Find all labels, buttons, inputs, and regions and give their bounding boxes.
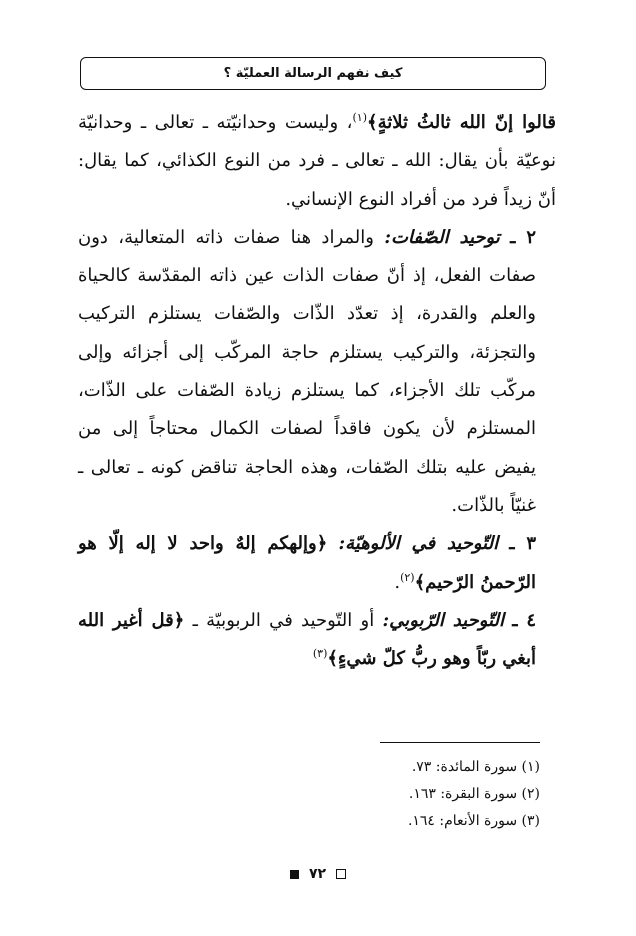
paragraph-3 [78,525,556,602]
running-header [80,57,546,90]
paragraph-1 [78,104,556,219]
paragraph-2 [78,219,556,525]
footnote-item: (١) سورة المائدة: ٧٣. [411,759,540,775]
quran-quote: قالوا إنّ الله ثالثُ ثلاثةٍ﴾ [367,112,556,133]
footnote-item: (٣) سورة الأنعام: ١٦٤. [407,813,540,829]
paragraph-4 [78,602,556,679]
footnote-ref: (٢) [400,570,415,584]
paragraph-text: والمراد هنا صفات ذاته المتعالية، دون صفات الفعل، إذ أنّ صفات الذات عين ذاته المقدّسة كالحياة والعلم والقدرة، إذ تعدّد الذّات والصّفات يستلزم التركيب والتجزئة، والتركيب يستلزم حاجة المركّب إلى أجزائه وإلى مركّب تلك الأجزاء، كما يستلزم زيادة الصّفات على الذّات، المستلزم لأن يكون فاقداً لصفات الكمال محتاجاً إلى من يفيض عليه بتلك الصّفات، وهذه الحاجة تناقض كونه ـ تعالى ـ غنيّاً بالذّات. [78,226,536,516]
quran-quote: ﴿وإلهكم إلهٌ واحد لا إله إلّا هو الرّحمنُ الرّحيم﴾ [78,533,536,593]
paragraph-end: . [394,571,401,593]
section-term: التّوحيد الرّبوبي: [382,609,504,631]
paragraph-text: أو التّوحيد في الربوبيّة ـ [192,609,375,631]
item-number: ٣ ـ [509,533,536,555]
footnotes [360,754,540,835]
page-number: ٧٢ [308,866,327,882]
footnote-divider [380,742,540,743]
quran-quote: ﴿قل أغير الله أبغي ربّاً وهو ربُّ كلّ شيءٍ﴾ [78,609,536,670]
item-number: ٢ ـ [510,226,537,248]
paragraph-text: ، وليست وحدانيّته ـ تعالى ـ وحدانيّة نوعيّة بأن يقال: الله ـ تعالى ـ فرد من النوع الكذائي، كما يقال: أنّ زيداً فرد من أفراد النوع الإنساني. [78,112,556,210]
footnote-item: (٢) سورة البقرة: ١٦٣. [408,786,540,802]
body-text [78,104,556,678]
footnote-ref: (١) [352,111,368,124]
running-header-title: كيف نفهم الرسالة العمليّة ؟ [223,66,403,81]
footnote-ref: (٣) [312,647,328,661]
filled-square-icon [290,870,299,879]
hollow-square-icon [336,869,346,879]
section-term: التّوحيد في الألوهيّة: [338,533,499,555]
page-footer [0,866,636,882]
item-number: ٤ ـ [512,609,536,631]
section-term: توحيد الصّفات: [384,226,500,248]
